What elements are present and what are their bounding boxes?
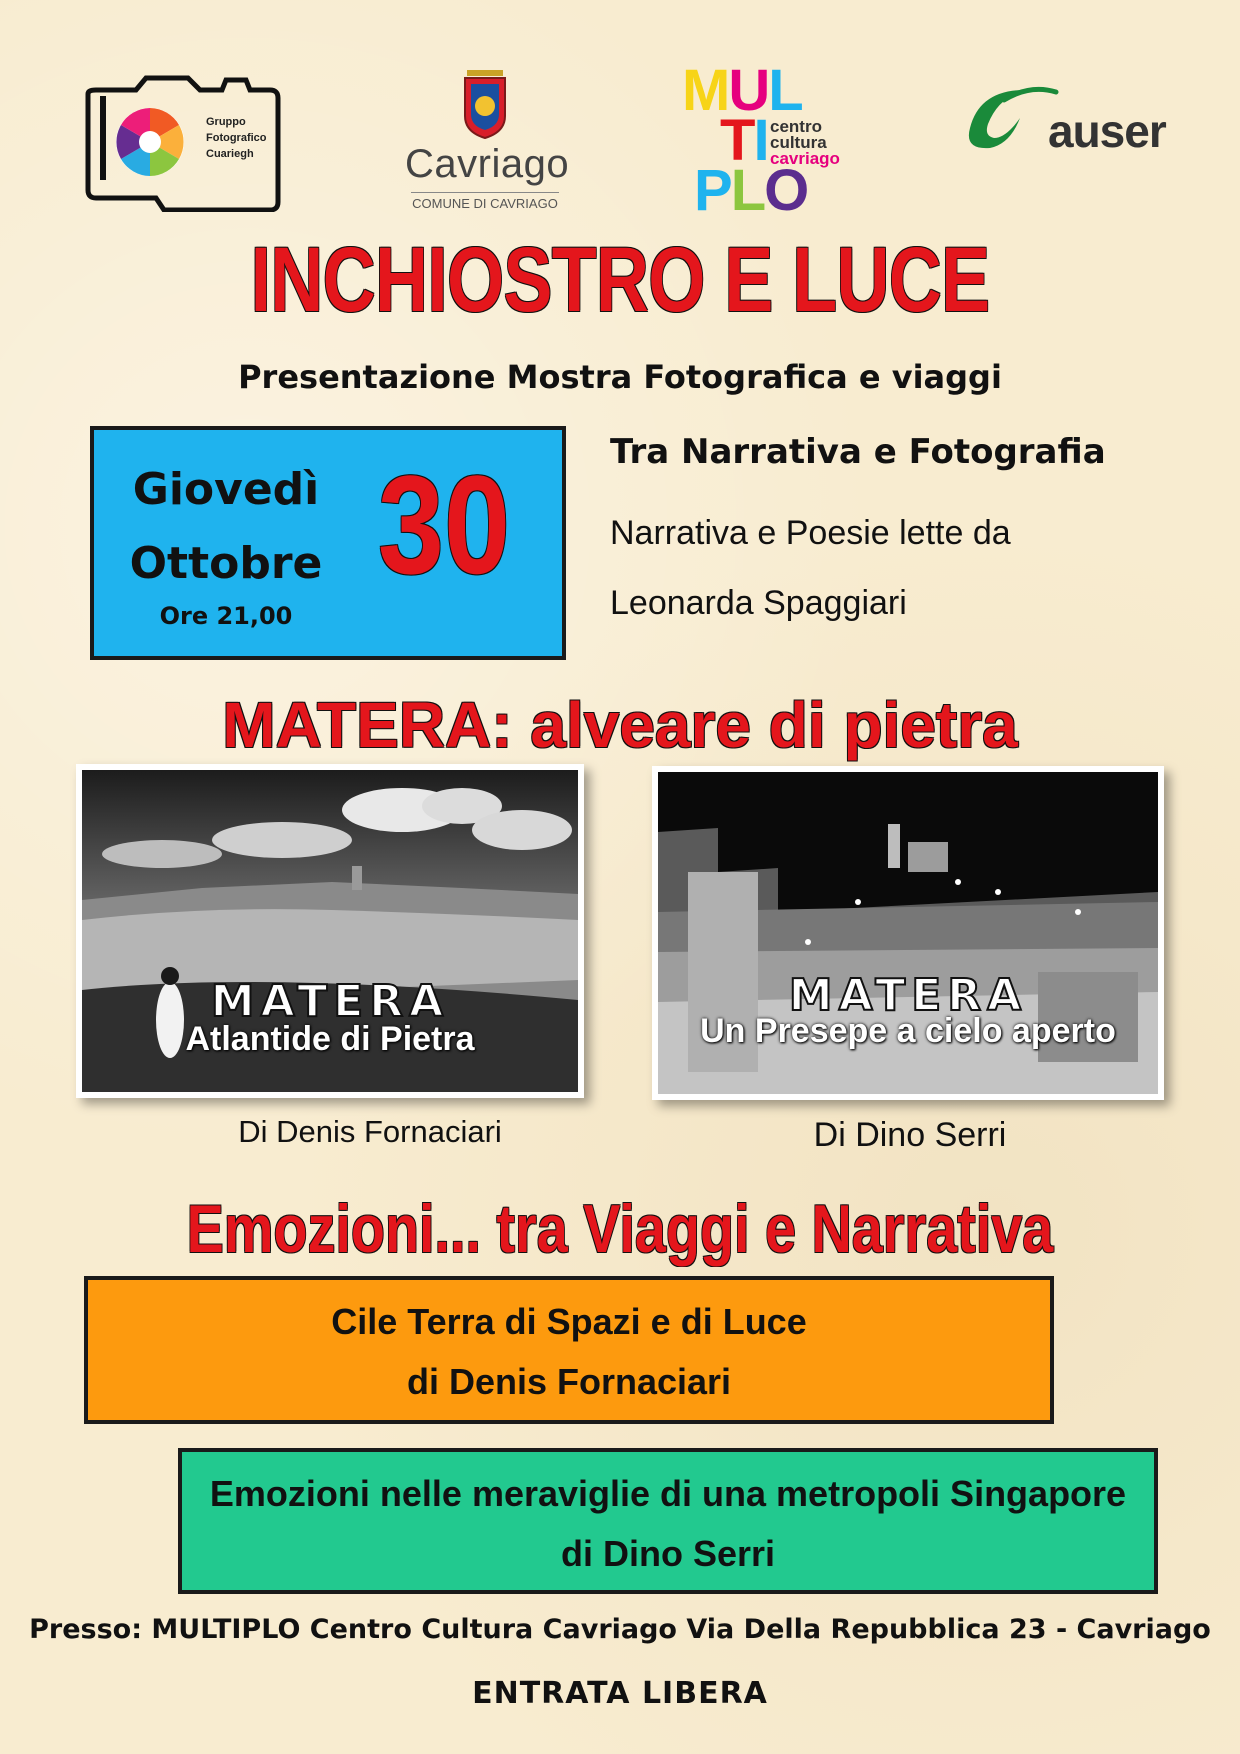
photo-matera-1	[76, 764, 584, 1098]
photo-matera-1-title: MATERA	[210, 976, 450, 1027]
event-title: INCHIOSTRO E LUCE	[250, 229, 990, 331]
logo-cavriago-name: Cavriago	[405, 142, 570, 186]
date-day: Giovedì	[132, 464, 320, 515]
logo-auser-name: auser	[1048, 105, 1166, 157]
logo-gfc-line3: Cuariegh	[206, 148, 254, 160]
logo-cavriago-divider	[411, 192, 559, 193]
event-subtitle: Presentazione Mostra Fotografica e viaggi	[238, 358, 1002, 396]
venue-address: Presso: MULTIPLO Centro Cultura Cavriago Via Della Repubblica 23 - Cavriago	[29, 1614, 1211, 1645]
side-heading: Tra Narrativa e Fotografia	[610, 432, 1106, 472]
matera-heading: MATERA: alveare di pietra	[222, 689, 1018, 761]
photo-matera-1-credit: Di Denis Fornaciari	[238, 1114, 502, 1149]
photo-matera-1-subtitle: Atlantide di Pietra	[185, 1020, 475, 1058]
logo-multiplo-row3: PLO	[694, 158, 808, 223]
logo-multiplo-row1: MUL	[682, 58, 802, 123]
auser-swoosh-icon	[960, 78, 1060, 158]
logo-multiplo-small3: cavriago	[770, 149, 840, 168]
talk-box-singapore-line1: Emozioni nelle meraviglie di una metropoli Singapore	[209, 1473, 1127, 1514]
coat-of-arms-icon	[405, 68, 565, 140]
talk-box-singapore-line2: di Dino Serri	[560, 1533, 776, 1574]
photo-matera-2-title: MATERA	[788, 970, 1028, 1021]
talk-box-singapore	[178, 1448, 1158, 1594]
date-box	[90, 426, 566, 660]
logo-gfc-line1: Gruppo	[206, 116, 246, 128]
photo-matera-2-subtitle: Un Presepe a cielo aperto	[700, 1012, 1116, 1050]
logo-cavriago	[405, 68, 570, 218]
logo-gruppo-fotografico	[80, 72, 285, 212]
photo-matera-1-image	[82, 770, 578, 1092]
logo-multiplo-small1: centro	[770, 117, 822, 136]
talk-box-cile	[84, 1276, 1054, 1424]
logo-gfc-line2: Fotografico	[206, 132, 267, 144]
talk-box-cile-line2: di Denis Fornaciari	[406, 1361, 732, 1402]
date-time: Ore 21,00	[159, 602, 293, 630]
logo-auser	[960, 78, 1180, 168]
side-line-2: Leonarda Spaggiari	[610, 584, 907, 622]
photo-matera-2-image	[658, 772, 1158, 1094]
photo-matera-2-credit: Di Dino Serri	[813, 1116, 1007, 1154]
date-number: 30	[377, 446, 511, 603]
photo-matera-2	[652, 766, 1164, 1100]
free-entry: ENTRATA LIBERA	[472, 1676, 768, 1711]
emotions-heading: Emozioni... tra Viaggi e Narrativa	[186, 1191, 1054, 1267]
date-month: Ottobre	[129, 538, 323, 589]
logo-multiplo-small2: cultura	[770, 133, 827, 152]
logo-multiplo	[680, 58, 860, 223]
side-line-1: Narrativa e Poesie lette da	[610, 514, 1011, 552]
talk-box-cile-line1: Cile Terra di Spazi e di Luce	[331, 1301, 807, 1342]
logo-cavriago-subtitle: COMUNE DI CAVRIAGO	[412, 196, 558, 211]
logo-multiplo-row2: TI	[720, 108, 768, 173]
